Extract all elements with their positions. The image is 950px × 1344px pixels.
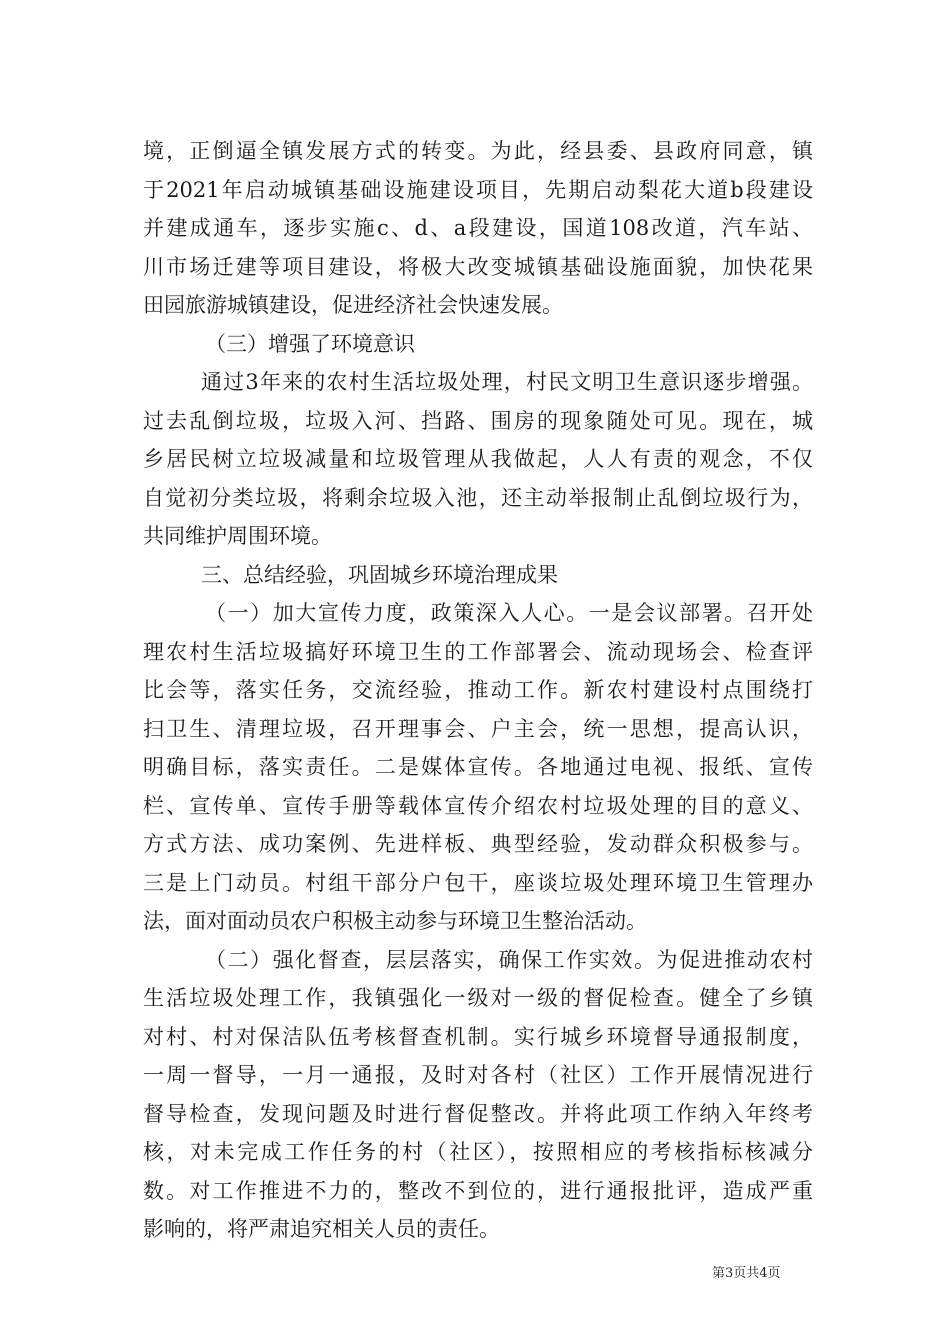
page-number-footer: 第3页共4页 — [712, 1266, 781, 1281]
text-line: 田园旅游城镇建设，促进经济社会快速发展。 — [143, 293, 563, 317]
text-line: 一周一督导，一月一通报，及时对各村（社区）工作开展情况进行 — [143, 1063, 813, 1087]
paragraph-intro-continued — [143, 132, 813, 325]
text-line: 过去乱倒垃圾，垃圾入河、挡路、围房的现象随处可见。现在，城 — [143, 408, 813, 433]
section-heading-summary — [143, 556, 813, 595]
document-body — [143, 132, 813, 1249]
text-line: 法，面对面动员农户积极主动参与环境卫生整治活动。 — [143, 909, 647, 933]
text-line: 比会等，落实任务，交流经验，推动工作。新农村建设村点围绕打 — [143, 678, 813, 702]
paragraph-environment-awareness — [143, 363, 813, 556]
text-line: 明确目标，落实责任。二是媒体宣传。各地通过电视、报纸、宣传 — [143, 755, 813, 779]
text-line: 督导检查，发现问题及时进行督促整改。并将此项工作纳入年终考 — [143, 1101, 813, 1126]
text-line: 境，正倒逼全镇发展方式的转变。为此，经县委、县政府同意，镇 — [143, 139, 813, 163]
text-line: 三是上门动员。村组干部分户包干，座谈垃圾处理环境卫生管理办 — [143, 870, 813, 895]
text-line: （二）强化督查，层层落实，确保工作实效。为促进推动农村 — [205, 947, 813, 972]
text-line: 川市场迁建等项目建设，将极大改变城镇基础设施面貌，加快花果 — [143, 254, 813, 279]
text-line: 乡居民树立垃圾减量和垃圾管理从我做起，人人有责的观念，不仅 — [143, 447, 813, 471]
text-line: 共同维护周围环境。 — [143, 524, 332, 548]
section-heading-text: 三、总结经验，巩固城乡环境治理成果 — [201, 562, 558, 587]
text-line: 核，对未完成工作任务的村（社区），按照相应的考核指标核减分 — [143, 1140, 813, 1164]
text-line: 扫卫生、清理垃圾，召开理事会、户主会，统一思想，提高认识， — [143, 716, 813, 741]
subheading-environment-awareness — [143, 325, 813, 364]
text-line: 对村、村对保洁队伍考核督查机制。实行城乡环境督导通报制度， — [143, 1024, 813, 1049]
text-line: 于2021年启动城镇基础设施建设项目，先期启动梨花大道b段建设 — [143, 177, 813, 202]
text-line: 并建成通车，逐步实施c、d、a段建设，国道108改道，汽车站、 — [143, 216, 813, 240]
text-line: 通过3年来的农村生活垃圾处理，村民文明卫生意识逐步增强。 — [201, 370, 813, 394]
text-line: （一）加大宣传力度，政策深入人心。一是会议部署。召开处 — [205, 601, 813, 625]
text-line: 自觉初分类垃圾，将剩余垃圾入池，还主动举报制止乱倒垃圾行为， — [143, 485, 813, 510]
text-line: 数。对工作推进不力的，整改不到位的，进行通报批评，造成严重 — [143, 1178, 813, 1203]
text-line: 理农村生活垃圾搞好环境卫生的工作部署会、流动现场会、检查评 — [143, 639, 813, 664]
text-line: 影响的，将严肃追究相关人员的责任。 — [143, 1217, 500, 1241]
paragraph-publicity — [143, 594, 813, 941]
paragraph-supervision — [143, 941, 813, 1249]
subheading-text: （三）增强了环境意识 — [205, 331, 415, 356]
text-line: 生活垃圾处理工作，我镇强化一级对一级的督促检查。健全了乡镇 — [143, 986, 813, 1010]
text-line: 方式方法、成功案例、先进样板、典型经验，发动群众积极参与。 — [143, 832, 813, 856]
text-line: 栏、宣传单、宣传手册等载体宣传介绍农村垃圾处理的目的意义、 — [143, 793, 813, 818]
